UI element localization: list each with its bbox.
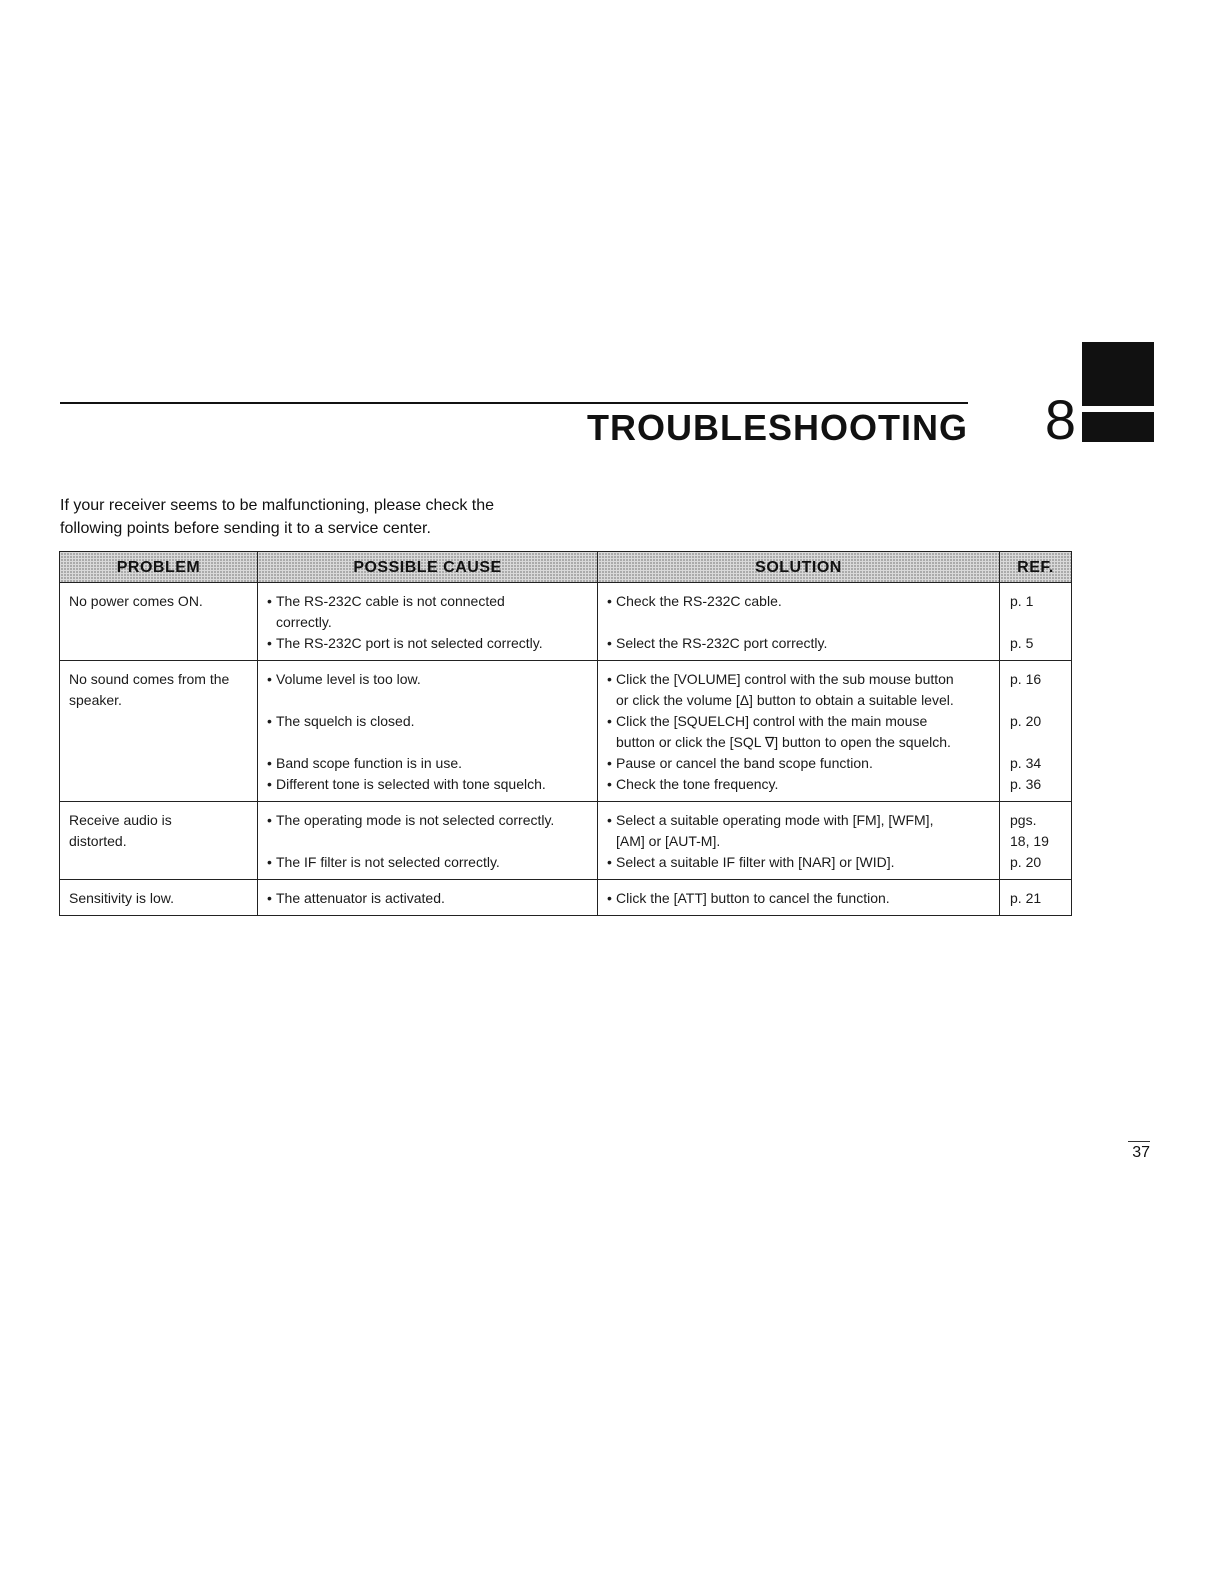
ref-cell	[1000, 583, 1072, 661]
cause-text: • Volume level is too low.	[267, 669, 589, 690]
solution-text: • Click the [VOLUME] control with the sub mouse button	[607, 669, 991, 690]
cause-text: • The RS-232C port is not selected correctly.	[267, 633, 589, 654]
ref-text	[1010, 690, 1063, 711]
solution-text: • Click the [SQUELCH] control with the main mouse	[607, 711, 991, 732]
solution-text: • Pause or cancel the band scope function.	[607, 753, 991, 774]
solution-text: • Check the tone frequency.	[607, 774, 991, 795]
ref-text: p. 36	[1010, 776, 1042, 792]
solution-cell	[598, 583, 1000, 661]
problem-text: No power comes ON.	[69, 593, 203, 609]
table-row	[60, 802, 1072, 880]
column-header-solution: SOLUTION	[598, 552, 1000, 583]
ref-text: p. 1	[1010, 593, 1034, 609]
intro-line: following points before sending it to a service center.	[60, 520, 431, 537]
chapter-tab-marker	[1082, 342, 1154, 406]
cause-text: • The RS-232C cable is not connected	[267, 591, 589, 612]
solution-text: • Check the RS-232C cable.	[607, 591, 991, 612]
problem-cell	[60, 661, 258, 802]
solution-text: [AM] or [AUT-M].	[616, 833, 721, 849]
intro-paragraph	[60, 494, 620, 540]
cell-spacer	[267, 690, 589, 711]
solution-text: • Select a suitable operating mode with [FM], [WFM],	[607, 810, 991, 831]
ref-text: p. 5	[1010, 635, 1034, 651]
problem-text: Sensitivity is low.	[69, 890, 175, 906]
section-title: TROUBLESHOOTING	[587, 407, 968, 448]
troubleshooting-table	[59, 551, 1072, 916]
ref-text: 18, 19	[1010, 833, 1049, 849]
cell-spacer	[267, 831, 589, 852]
table-row	[60, 583, 1072, 661]
cause-text: • The operating mode is not selected correctly.	[267, 810, 589, 831]
cause-text: correctly.	[276, 614, 332, 630]
column-header-problem: PROBLEM	[60, 552, 258, 583]
problem-text: speaker.	[69, 692, 122, 708]
solution-text: button or click the [SQL ∇] button to open the squelch.	[616, 734, 951, 750]
chapter-tab-marker-lower	[1082, 412, 1154, 442]
cell-spacer	[607, 612, 991, 633]
solution-text: • Click the [ATT] button to cancel the function.	[607, 888, 991, 909]
problem-text: No sound comes from the	[69, 671, 230, 687]
solution-text: or click the volume [Δ] button to obtain a suitable level.	[616, 692, 954, 708]
cell-spacer	[267, 732, 589, 753]
solution-cell	[598, 880, 1000, 916]
problem-text: Receive audio is	[69, 812, 172, 828]
solution-cell	[598, 802, 1000, 880]
ref-cell	[1000, 880, 1072, 916]
ref-text: p. 16	[1010, 671, 1042, 687]
table-row	[60, 880, 1072, 916]
ref-text: p. 20	[1010, 854, 1042, 870]
cause-cell	[258, 583, 598, 661]
cause-cell	[258, 661, 598, 802]
column-header-ref: REF.	[1000, 552, 1072, 583]
problem-text: distorted.	[69, 833, 127, 849]
cause-text: • The IF filter is not selected correctly.	[267, 852, 589, 873]
ref-text: p. 20	[1010, 713, 1042, 729]
solution-cell	[598, 661, 1000, 802]
ref-text	[1010, 732, 1063, 753]
problem-cell	[60, 583, 258, 661]
cause-text: • Different tone is selected with tone squelch.	[267, 774, 589, 795]
problem-cell	[60, 802, 258, 880]
ref-text: p. 21	[1010, 890, 1042, 906]
table-body	[60, 583, 1072, 916]
cause-text: • The attenuator is activated.	[267, 888, 589, 909]
table-header-row	[60, 552, 1072, 583]
page-number: 37	[1132, 1144, 1150, 1161]
solution-text: • Select the RS-232C port correctly.	[607, 633, 991, 654]
cause-text: • The squelch is closed.	[267, 711, 589, 732]
cause-cell	[258, 802, 598, 880]
ref-cell	[1000, 661, 1072, 802]
table-row	[60, 661, 1072, 802]
cause-text: • Band scope function is in use.	[267, 753, 589, 774]
chapter-number: 8	[1044, 388, 1076, 451]
problem-cell	[60, 880, 258, 916]
ref-text	[1010, 612, 1063, 633]
intro-line: If your receiver seems to be malfunctioning, please check the	[60, 497, 494, 514]
column-header-possible-cause: POSSIBLE CAUSE	[258, 552, 598, 583]
ref-cell	[1000, 802, 1072, 880]
cause-cell	[258, 880, 598, 916]
page-number-rule	[1128, 1141, 1150, 1142]
ref-text: pgs.	[1010, 812, 1037, 828]
solution-text: • Select a suitable IF filter with [NAR] or [WID].	[607, 852, 991, 873]
ref-text: p. 34	[1010, 755, 1042, 771]
